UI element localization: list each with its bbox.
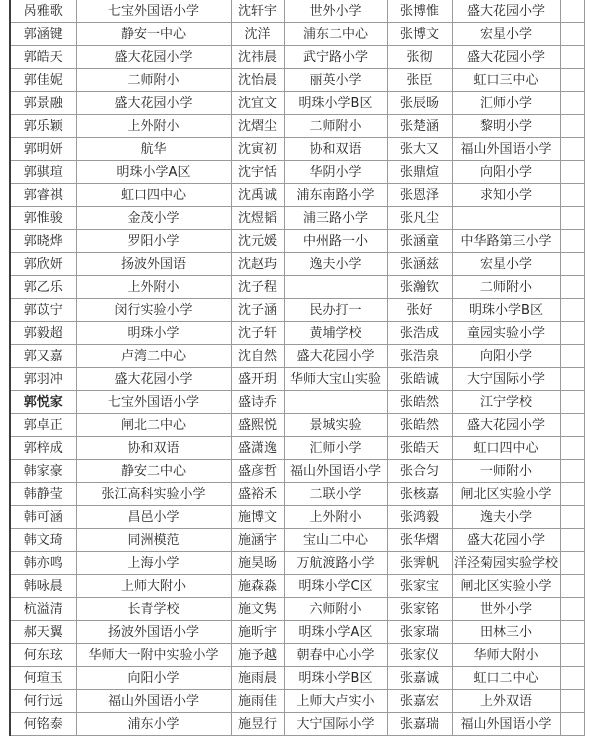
- empty-cell: [560, 460, 584, 483]
- student-name-cell: 张家铭: [387, 598, 452, 621]
- student-name-cell: 沈宜文: [231, 92, 284, 115]
- school-cell: 宏星小学: [452, 23, 560, 46]
- student-name-cell: 施文隽: [231, 598, 284, 621]
- school-cell: 二师附小: [76, 69, 231, 92]
- student-name-cell: 杭溢清: [10, 598, 76, 621]
- student-name-cell: 韩可涵: [10, 506, 76, 529]
- school-cell: 黄埔学校: [284, 322, 387, 345]
- empty-cell: [560, 575, 584, 598]
- school-cell: 长青学校: [76, 598, 231, 621]
- roster-table-container: [9, 0, 585, 736]
- student-name-cell: 张鸿毅: [387, 506, 452, 529]
- school-cell: 六师附小: [284, 598, 387, 621]
- school-cell: 朝春中心小学: [284, 644, 387, 667]
- school-cell: 虹口二中心: [452, 667, 560, 690]
- empty-cell: [560, 0, 584, 23]
- student-name-cell: 郭景融: [10, 92, 76, 115]
- student-name-cell: 韩文琦: [10, 529, 76, 552]
- school-cell: 明珠小学C区: [284, 575, 387, 598]
- student-name-cell: 沈子程: [231, 276, 284, 299]
- student-name-cell: 张核嘉: [387, 483, 452, 506]
- student-name-cell: 郭佳妮: [10, 69, 76, 92]
- student-name-cell: 郭羽冲: [10, 368, 76, 391]
- student-name-cell: 张鼎煊: [387, 161, 452, 184]
- school-cell: 向阳小学: [452, 345, 560, 368]
- student-name-cell: 郭乙乐: [10, 276, 76, 299]
- table-row: [10, 23, 584, 46]
- student-name-cell: 盛彦哲: [231, 460, 284, 483]
- student-name-cell: 施昊旸: [231, 552, 284, 575]
- school-cell: [452, 207, 560, 230]
- student-name-cell: 张浩成: [387, 322, 452, 345]
- empty-cell: [560, 368, 584, 391]
- school-cell: 向阳小学: [76, 667, 231, 690]
- student-name-cell: 郭悦家: [10, 391, 76, 414]
- school-cell: [284, 276, 387, 299]
- school-cell: 盛大花园小学: [452, 414, 560, 437]
- student-name-cell: 张涵兹: [387, 253, 452, 276]
- student-name-cell: 施涵宇: [231, 529, 284, 552]
- school-cell: 浦东小学: [76, 713, 231, 736]
- empty-cell: [560, 529, 584, 552]
- school-cell: 洋泾菊园实验学校: [452, 552, 560, 575]
- table-row: [10, 506, 584, 529]
- table-row: [10, 322, 584, 345]
- school-cell: 卢湾二中心: [76, 345, 231, 368]
- student-name-cell: 张恩泽: [387, 184, 452, 207]
- student-name-cell: 郝天翼: [10, 621, 76, 644]
- school-cell: 张江高科实验小学: [76, 483, 231, 506]
- student-name-cell: 郭皓天: [10, 46, 76, 69]
- table-row: [10, 690, 584, 713]
- school-cell: 世外小学: [284, 0, 387, 23]
- school-cell: 盛大花园小学: [76, 368, 231, 391]
- empty-cell: [560, 437, 584, 460]
- school-cell: 大宁国际小学: [284, 713, 387, 736]
- school-cell: 万航渡路小学: [284, 552, 387, 575]
- school-cell: 盛大花园小学: [76, 46, 231, 69]
- student-name-cell: 沈自然: [231, 345, 284, 368]
- empty-cell: [560, 276, 584, 299]
- student-name-cell: 张家仪: [387, 644, 452, 667]
- empty-cell: [560, 552, 584, 575]
- table-row: [10, 621, 584, 644]
- student-name-cell: 何东玹: [10, 644, 76, 667]
- student-name-cell: 张好: [387, 299, 452, 322]
- school-cell: 虹口三中心: [452, 69, 560, 92]
- student-name-cell: 施昕宇: [231, 621, 284, 644]
- school-cell: 福山外国语小学: [284, 460, 387, 483]
- school-cell: 航华: [76, 138, 231, 161]
- student-name-cell: 张皓然: [387, 391, 452, 414]
- empty-cell: [560, 667, 584, 690]
- empty-cell: [560, 138, 584, 161]
- school-cell: 扬波外国语小学: [76, 621, 231, 644]
- empty-cell: [560, 207, 584, 230]
- table-row: [10, 552, 584, 575]
- student-name-cell: 郭惟骏: [10, 207, 76, 230]
- student-name-cell: 郭梓成: [10, 437, 76, 460]
- school-cell: 上外附小: [76, 115, 231, 138]
- school-cell: 二师附小: [284, 115, 387, 138]
- student-name-cell: 郭毅超: [10, 322, 76, 345]
- school-cell: 武宁路小学: [284, 46, 387, 69]
- school-cell: 逸夫小学: [284, 253, 387, 276]
- school-cell: 明珠小学B区: [284, 92, 387, 115]
- table-row: [10, 46, 584, 69]
- school-cell: 协和双语: [76, 437, 231, 460]
- student-name-cell: 何瑄玉: [10, 667, 76, 690]
- empty-cell: [560, 161, 584, 184]
- table-row: [10, 230, 584, 253]
- student-name-cell: 张涵童: [387, 230, 452, 253]
- empty-cell: [560, 23, 584, 46]
- school-cell: 七宝外国语小学: [76, 0, 231, 23]
- school-cell: 华师大宝山实验: [284, 368, 387, 391]
- student-name-cell: 施昱行: [231, 713, 284, 736]
- student-name-cell: 张楚涵: [387, 115, 452, 138]
- student-name-cell: 张辰旸: [387, 92, 452, 115]
- school-cell: 盛大花园小学: [452, 0, 560, 23]
- table-row: [10, 69, 584, 92]
- school-cell: 扬波外国语: [76, 253, 231, 276]
- school-cell: 明珠小学B区: [452, 299, 560, 322]
- school-cell: [284, 391, 387, 414]
- student-name-cell: 沈煜韬: [231, 207, 284, 230]
- student-name-cell: 呙雅歌: [10, 0, 76, 23]
- student-name-cell: 沈宇恬: [231, 161, 284, 184]
- student-name-cell: 盛诗乔: [231, 391, 284, 414]
- student-name-cell: 沈子轩: [231, 322, 284, 345]
- school-cell: 上外双语: [452, 690, 560, 713]
- school-cell: 宏星小学: [452, 253, 560, 276]
- school-cell: 静安一中心: [76, 23, 231, 46]
- table-row: [10, 414, 584, 437]
- student-name-cell: 张嘉诚: [387, 667, 452, 690]
- student-name-cell: 张霁帆: [387, 552, 452, 575]
- empty-cell: [560, 253, 584, 276]
- school-cell: 静安二中心: [76, 460, 231, 483]
- empty-cell: [560, 299, 584, 322]
- school-cell: 协和双语: [284, 138, 387, 161]
- student-name-cell: 郭卓正: [10, 414, 76, 437]
- student-name-cell: 张博惟: [387, 0, 452, 23]
- school-cell: 闵行实验小学: [76, 299, 231, 322]
- empty-cell: [560, 690, 584, 713]
- student-name-cell: 张大又: [387, 138, 452, 161]
- student-name-cell: 郭晓烨: [10, 230, 76, 253]
- table-row: [10, 161, 584, 184]
- school-cell: 黎明小学: [452, 115, 560, 138]
- student-school-table: [9, 0, 585, 736]
- table-row: [10, 368, 584, 391]
- student-name-cell: 盛潇逸: [231, 437, 284, 460]
- student-name-cell: 郭涵键: [10, 23, 76, 46]
- table-row: [10, 276, 584, 299]
- student-name-cell: 郭又嘉: [10, 345, 76, 368]
- school-cell: 明珠小学A区: [76, 161, 231, 184]
- school-cell: 闸北区实验小学: [452, 483, 560, 506]
- student-name-cell: 韩亦鸣: [10, 552, 76, 575]
- school-cell: 景城实验: [284, 414, 387, 437]
- school-cell: 江宁学校: [452, 391, 560, 414]
- school-cell: 华阴小学: [284, 161, 387, 184]
- table-row: [10, 598, 584, 621]
- school-cell: 罗阳小学: [76, 230, 231, 253]
- table-row: [10, 529, 584, 552]
- table-row: [10, 0, 584, 23]
- school-cell: 上海小学: [76, 552, 231, 575]
- school-cell: 盛大花园小学: [284, 345, 387, 368]
- school-cell: 明珠小学: [76, 322, 231, 345]
- school-cell: 中华路第三小学: [452, 230, 560, 253]
- school-cell: 闸北区实验小学: [452, 575, 560, 598]
- school-cell: 浦东二中心: [284, 23, 387, 46]
- student-name-cell: 张浩泉: [387, 345, 452, 368]
- school-cell: 虹口四中心: [76, 184, 231, 207]
- table-row: [10, 253, 584, 276]
- school-cell: 虹口四中心: [452, 437, 560, 460]
- table-row: [10, 713, 584, 736]
- student-name-cell: 张瀚钦: [387, 276, 452, 299]
- empty-cell: [560, 713, 584, 736]
- school-cell: 民办打一: [284, 299, 387, 322]
- table-row: [10, 184, 584, 207]
- student-name-cell: 何铭泰: [10, 713, 76, 736]
- empty-cell: [560, 322, 584, 345]
- student-name-cell: 沈禹诚: [231, 184, 284, 207]
- school-cell: 闸北二中心: [76, 414, 231, 437]
- table-row: [10, 207, 584, 230]
- school-cell: 童园实验小学: [452, 322, 560, 345]
- school-cell: 二师附小: [452, 276, 560, 299]
- student-name-cell: 张合匀: [387, 460, 452, 483]
- student-name-cell: 韩静莹: [10, 483, 76, 506]
- student-name-cell: 张皓天: [387, 437, 452, 460]
- student-name-cell: 张博文: [387, 23, 452, 46]
- student-name-cell: 施雨晨: [231, 667, 284, 690]
- school-cell: 上外附小: [76, 276, 231, 299]
- table-row: [10, 345, 584, 368]
- student-name-cell: 沈寅初: [231, 138, 284, 161]
- school-cell: 金茂小学: [76, 207, 231, 230]
- school-cell: 一师附小: [452, 460, 560, 483]
- table-row: [10, 299, 584, 322]
- school-cell: 福山外国语小学: [76, 690, 231, 713]
- student-name-cell: 张皓然: [387, 414, 452, 437]
- student-name-cell: 沈祎晨: [231, 46, 284, 69]
- school-cell: 七宝外国语小学: [76, 391, 231, 414]
- table-row: [10, 575, 584, 598]
- student-name-cell: 张嘉宏: [387, 690, 452, 713]
- empty-cell: [560, 69, 584, 92]
- student-name-cell: 张皓诚: [387, 368, 452, 391]
- school-cell: 盛大花园小学: [76, 92, 231, 115]
- table-row: [10, 391, 584, 414]
- student-name-cell: 沈赵玙: [231, 253, 284, 276]
- student-name-cell: 施博文: [231, 506, 284, 529]
- school-cell: 丽英小学: [284, 69, 387, 92]
- school-cell: 上师大附小: [76, 575, 231, 598]
- student-name-cell: 张华熠: [387, 529, 452, 552]
- school-cell: 上外附小: [284, 506, 387, 529]
- school-cell: 求知小学: [452, 184, 560, 207]
- school-cell: 盛大花园小学: [452, 46, 560, 69]
- student-name-cell: 郭乐颖: [10, 115, 76, 138]
- school-cell: 汇师小学: [284, 437, 387, 460]
- student-name-cell: 张凡尘: [387, 207, 452, 230]
- empty-cell: [560, 46, 584, 69]
- student-name-cell: 韩家豪: [10, 460, 76, 483]
- student-name-cell: 施予越: [231, 644, 284, 667]
- school-cell: 华师大附小: [452, 644, 560, 667]
- school-cell: 中州路一小: [284, 230, 387, 253]
- school-cell: 昌邑小学: [76, 506, 231, 529]
- school-cell: 华师大一附中实验小学: [76, 644, 231, 667]
- student-name-cell: 郭睿祺: [10, 184, 76, 207]
- student-name-cell: 沈洋: [231, 23, 284, 46]
- student-name-cell: 盛开玥: [231, 368, 284, 391]
- table-row: [10, 644, 584, 667]
- table-row: [10, 667, 584, 690]
- student-name-cell: 张家瑞: [387, 621, 452, 644]
- school-cell: 福山外国语小学: [452, 138, 560, 161]
- school-cell: 盛大花园小学: [452, 529, 560, 552]
- student-name-cell: 施雨佳: [231, 690, 284, 713]
- school-cell: 浦三路小学: [284, 207, 387, 230]
- empty-cell: [560, 483, 584, 506]
- student-name-cell: 张嘉瑞: [387, 713, 452, 736]
- empty-cell: [560, 644, 584, 667]
- school-cell: 上师大卢实小: [284, 690, 387, 713]
- table-row: [10, 437, 584, 460]
- empty-cell: [560, 115, 584, 138]
- school-cell: 世外小学: [452, 598, 560, 621]
- school-cell: 逸夫小学: [452, 506, 560, 529]
- empty-cell: [560, 345, 584, 368]
- student-name-cell: 施森淼: [231, 575, 284, 598]
- school-cell: 明珠小学B区: [284, 667, 387, 690]
- student-name-cell: 郭骐瑄: [10, 161, 76, 184]
- school-cell: 汇师小学: [452, 92, 560, 115]
- student-name-cell: 沈轩宇: [231, 0, 284, 23]
- table-row: [10, 92, 584, 115]
- table-row: [10, 115, 584, 138]
- student-name-cell: 韩咏晨: [10, 575, 76, 598]
- student-name-cell: 郭明妍: [10, 138, 76, 161]
- school-cell: 田林三小: [452, 621, 560, 644]
- student-name-cell: 沈元媛: [231, 230, 284, 253]
- student-name-cell: 郭欣妍: [10, 253, 76, 276]
- student-name-cell: 张家宝: [387, 575, 452, 598]
- student-name-cell: 张彻: [387, 46, 452, 69]
- empty-cell: [560, 92, 584, 115]
- student-name-cell: 何行远: [10, 690, 76, 713]
- student-name-cell: 沈怡晨: [231, 69, 284, 92]
- empty-cell: [560, 414, 584, 437]
- school-cell: 福山外国语小学: [452, 713, 560, 736]
- school-cell: 同洲模范: [76, 529, 231, 552]
- empty-cell: [560, 184, 584, 207]
- student-name-cell: 沈子涵: [231, 299, 284, 322]
- school-cell: 二联小学: [284, 483, 387, 506]
- empty-cell: [560, 506, 584, 529]
- student-name-cell: 张臣: [387, 69, 452, 92]
- student-name-cell: 盛裕禾: [231, 483, 284, 506]
- school-cell: 大宁国际小学: [452, 368, 560, 391]
- school-cell: 向阳小学: [452, 161, 560, 184]
- school-cell: 浦东南路小学: [284, 184, 387, 207]
- student-name-cell: 郭苡宁: [10, 299, 76, 322]
- table-row: [10, 460, 584, 483]
- empty-cell: [560, 391, 584, 414]
- school-cell: 宝山二中心: [284, 529, 387, 552]
- empty-cell: [560, 598, 584, 621]
- table-row: [10, 138, 584, 161]
- empty-cell: [560, 621, 584, 644]
- school-cell: 明珠小学A区: [284, 621, 387, 644]
- table-row: [10, 483, 584, 506]
- student-name-cell: 沈熠尘: [231, 115, 284, 138]
- empty-cell: [560, 230, 584, 253]
- student-name-cell: 盛熙悦: [231, 414, 284, 437]
